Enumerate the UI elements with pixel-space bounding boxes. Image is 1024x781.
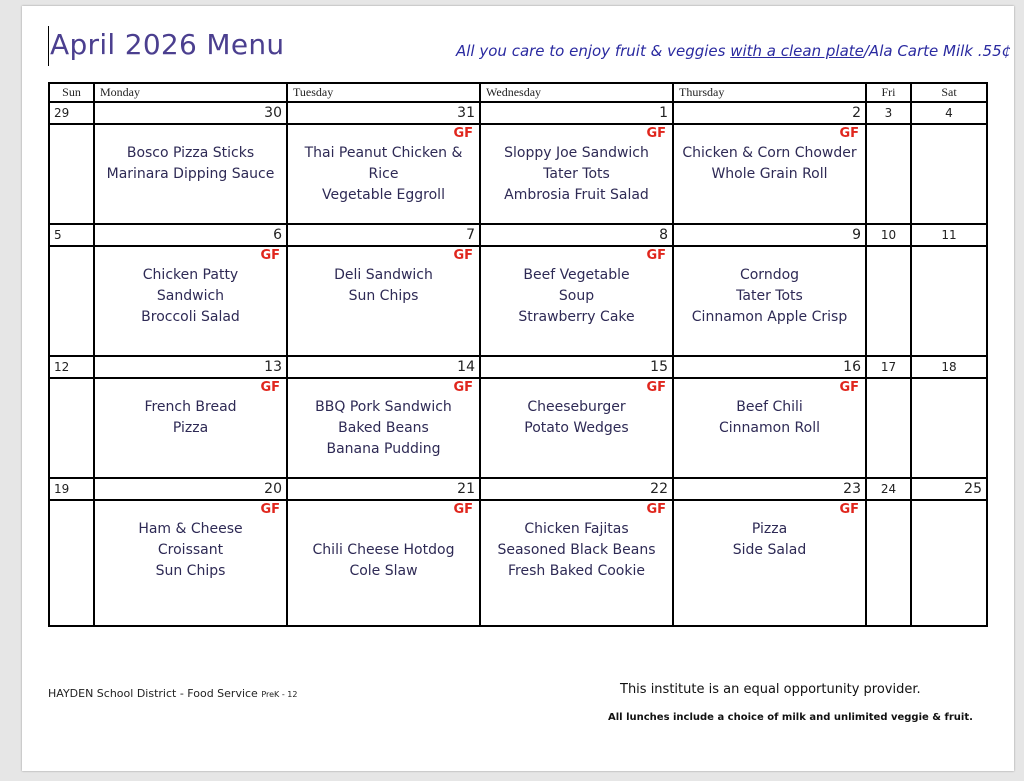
meal-row [49, 246, 987, 356]
tagline-part2: /Ala Carte Milk .55¢ [863, 42, 1012, 60]
tagline [456, 42, 1011, 60]
gluten-free-badge: GF [646, 380, 666, 395]
menu-item: Sandwich [156, 288, 225, 304]
menu-item: Beef Vegetable [523, 267, 630, 283]
meal-cell [287, 500, 480, 626]
weekend-cell [866, 500, 911, 626]
menu-item: Soup [558, 288, 595, 304]
date-number: 3 [866, 102, 911, 124]
menu-item: French Bread [144, 399, 237, 415]
day-header: Sat [911, 83, 987, 102]
date-number: 15 [480, 356, 673, 378]
date-number: 18 [911, 356, 987, 378]
meal-row [49, 124, 987, 224]
meal-cell [287, 246, 480, 356]
day-header: Wednesday [480, 83, 673, 102]
menu-item: Ambrosia Fruit Salad [504, 187, 649, 203]
gluten-free-badge: GF [260, 380, 280, 395]
menu-item: Cinnamon Roll [719, 420, 820, 436]
menu-item: Chicken Fajitas [524, 521, 629, 537]
menu-item: Sun Chips [155, 563, 226, 579]
menu-item: Chili Cheese Hotdog [312, 542, 455, 558]
calendar-body [49, 83, 987, 626]
meal-cell [673, 124, 866, 224]
date-number: 11 [911, 224, 987, 246]
weekend-cell [911, 124, 987, 224]
menu-item: Broccoli Salad [141, 309, 240, 325]
day-header: Tuesday [287, 83, 480, 102]
menu-item: Baked Beans [338, 420, 429, 436]
meal-cell [673, 246, 866, 356]
date-number: 17 [866, 356, 911, 378]
meal-cell [480, 500, 673, 626]
menu-item: Cheeseburger [527, 399, 626, 415]
date-number: 16 [673, 356, 866, 378]
menu-item: Seasoned Black Beans [497, 542, 656, 558]
gluten-free-badge: GF [839, 380, 859, 395]
menu-page [22, 6, 1014, 771]
date-row [49, 224, 987, 246]
meal-cell [480, 378, 673, 478]
gluten-free-badge [95, 125, 286, 143]
date-number: 4 [911, 102, 987, 124]
day-header-row [49, 83, 987, 102]
date-number: 23 [673, 478, 866, 500]
menu-item [288, 519, 479, 540]
grade-range: PreK - 12 [261, 690, 298, 699]
meal-row [49, 500, 987, 626]
day-header: Monday [94, 83, 287, 102]
meal-cell [94, 378, 287, 478]
date-number: 10 [866, 224, 911, 246]
gluten-free-badge: GF [260, 502, 280, 517]
date-row [49, 356, 987, 378]
weekend-cell [866, 246, 911, 356]
tagline-underlined: with a clean plate [730, 42, 864, 60]
gluten-free-badge: GF [839, 502, 859, 517]
menu-item: Ham & Cheese [138, 521, 243, 537]
gluten-free-badge: GF [839, 126, 859, 141]
menu-item: Whole Grain Roll [711, 166, 828, 182]
weekend-cell [49, 500, 94, 626]
menu-item: Side Salad [732, 542, 807, 558]
menu-item: Tater Tots [543, 166, 610, 182]
gluten-free-badge: GF [646, 502, 666, 517]
meal-cell [94, 246, 287, 356]
menu-item: Fresh Baked Cookie [508, 563, 645, 579]
equal-opportunity-statement: This institute is an equal opportunity provider. [620, 682, 921, 697]
district-footer [48, 687, 297, 700]
meal-cell [287, 124, 480, 224]
date-number: 31 [287, 102, 480, 124]
menu-item: Pizza [751, 521, 788, 537]
gluten-free-badge: GF [646, 126, 666, 141]
menu-item: Deli Sandwich [334, 267, 433, 283]
gluten-free-badge: GF [453, 502, 473, 517]
date-number: 25 [911, 478, 987, 500]
date-number: 14 [287, 356, 480, 378]
weekend-cell [866, 378, 911, 478]
gluten-free-badge: GF [453, 248, 473, 263]
date-number: 22 [480, 478, 673, 500]
menu-item: Corndog [739, 267, 800, 283]
weekend-cell [49, 246, 94, 356]
menu-item: Banana Pudding [326, 441, 441, 457]
weekend-cell [911, 500, 987, 626]
date-row [49, 478, 987, 500]
menu-item: Tater Tots [736, 288, 803, 304]
menu-item: Cole Slaw [349, 563, 418, 579]
lunch-note: All lunches include a choice of milk and unlimited veggie & fruit. [608, 712, 973, 723]
meal-cell [94, 124, 287, 224]
date-number: 8 [480, 224, 673, 246]
gluten-free-badge: GF [646, 248, 666, 263]
menu-item: Sun Chips [348, 288, 419, 304]
day-header: Sun [49, 83, 94, 102]
district-name: HAYDEN School District - Food Service [48, 687, 262, 700]
day-header: Fri [866, 83, 911, 102]
weekend-cell [49, 124, 94, 224]
menu-calendar [48, 82, 988, 627]
menu-item: Sloppy Joe Sandwich [504, 145, 649, 161]
meal-cell [94, 500, 287, 626]
gluten-free-badge: GF [453, 380, 473, 395]
meal-cell [480, 124, 673, 224]
date-number: 29 [49, 102, 94, 124]
menu-item: Potato Wedges [524, 420, 629, 436]
menu-item: Marinara Dipping Sauce [106, 166, 275, 182]
date-row [49, 102, 987, 124]
date-number: 1 [480, 102, 673, 124]
weekend-cell [866, 124, 911, 224]
weekend-cell [49, 378, 94, 478]
weekend-cell [911, 378, 987, 478]
date-number: 20 [94, 478, 287, 500]
meal-cell [673, 500, 866, 626]
date-number: 2 [673, 102, 866, 124]
date-number: 5 [49, 224, 94, 246]
date-number: 13 [94, 356, 287, 378]
menu-item: Bosco Pizza Sticks [126, 145, 255, 161]
date-number: 9 [673, 224, 866, 246]
date-number: 21 [287, 478, 480, 500]
meal-cell [287, 378, 480, 478]
date-number: 19 [49, 478, 94, 500]
menu-item: Beef Chili [736, 399, 803, 415]
page-title: April 2026 Menu [50, 28, 285, 61]
menu-item: Strawberry Cake [518, 309, 635, 325]
menu-item: BBQ Pork Sandwich [315, 399, 452, 415]
menu-item: Chicken Patty [142, 267, 239, 283]
menu-item: Pizza [172, 420, 209, 436]
gluten-free-badge: GF [260, 248, 280, 263]
meal-cell [480, 246, 673, 356]
gluten-free-badge [674, 247, 865, 265]
tagline-part1: All you care to enjoy fruit & veggies [456, 42, 731, 60]
gluten-free-badge: GF [453, 126, 473, 141]
meal-row [49, 378, 987, 478]
date-number: 6 [94, 224, 287, 246]
meal-cell [673, 378, 866, 478]
menu-item: Croissant [157, 542, 224, 558]
date-number: 30 [94, 102, 287, 124]
menu-item: Cinnamon Apple Crisp [691, 309, 848, 325]
weekend-cell [911, 246, 987, 356]
day-header: Thursday [673, 83, 866, 102]
menu-item: Thai Peanut Chicken & Rice [304, 145, 463, 182]
date-number: 12 [49, 356, 94, 378]
date-number: 24 [866, 478, 911, 500]
date-number: 7 [287, 224, 480, 246]
text-cursor [48, 26, 49, 66]
menu-item: Vegetable Eggroll [322, 187, 445, 203]
menu-item: Chicken & Corn Chowder [682, 145, 857, 161]
